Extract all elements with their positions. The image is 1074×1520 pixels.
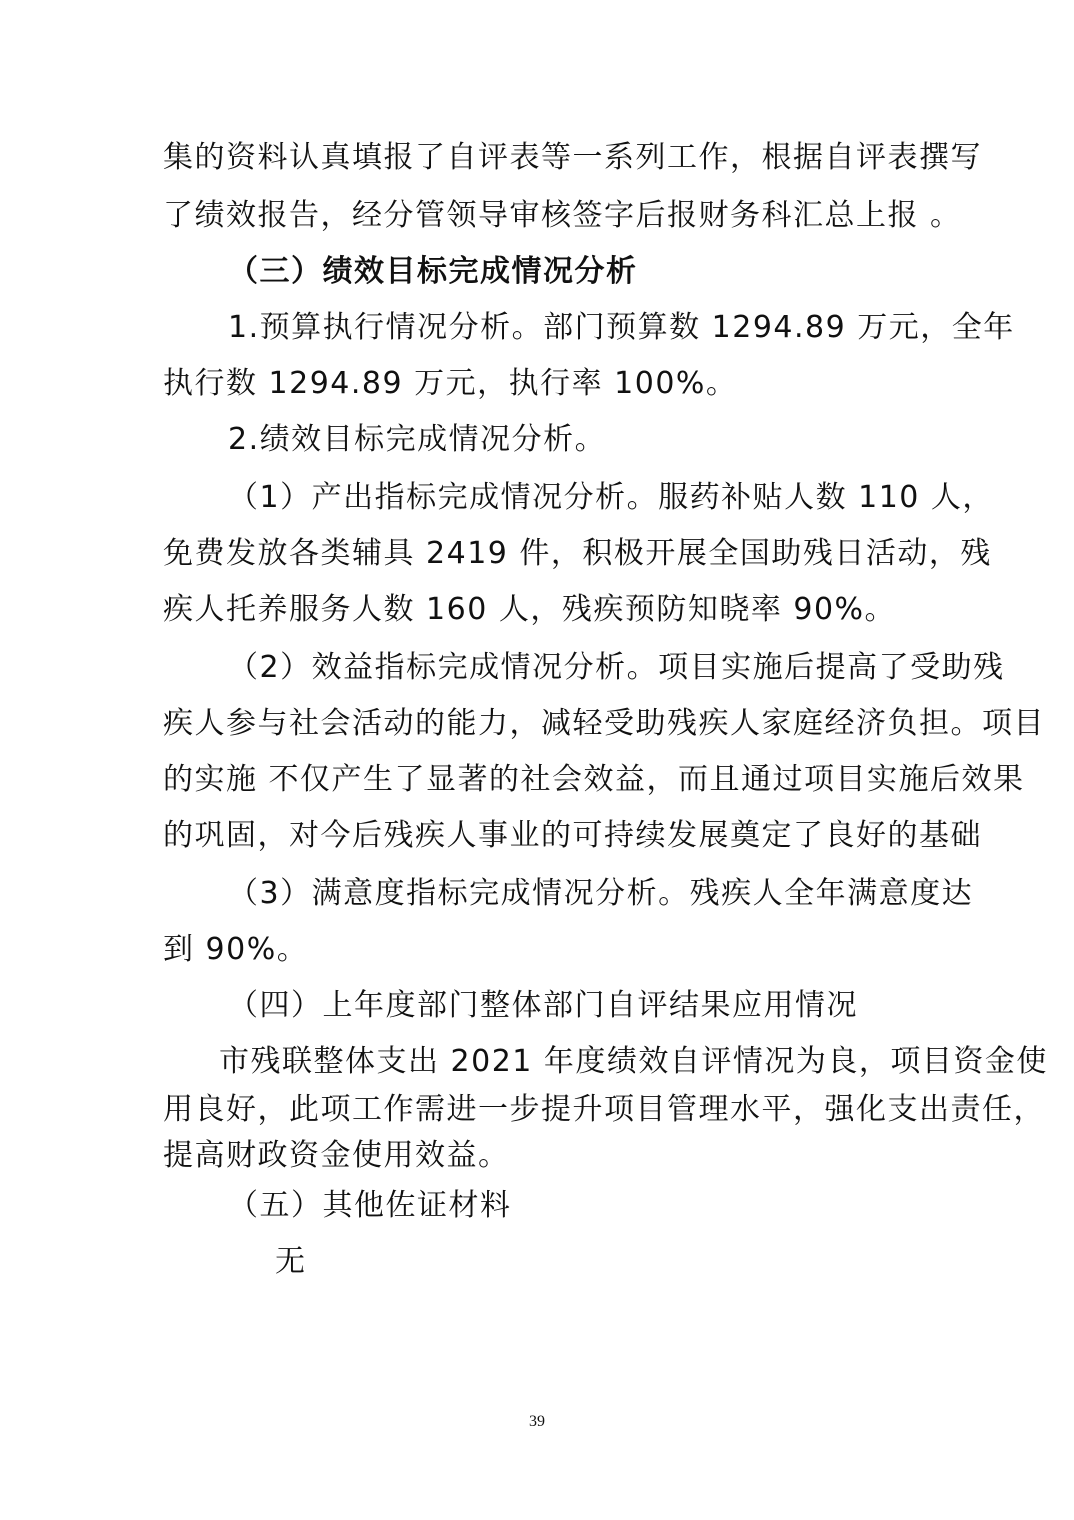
- paragraph-line: 市残联整体支出 2021 年度绩效自评情况为良，项目资金使: [219, 1044, 1048, 1079]
- section-heading: （四）上年度部门整体部门自评结果应用情况: [228, 988, 858, 1023]
- section-heading: （三）绩效目标完成情况分析: [228, 254, 638, 289]
- paragraph-line: 提高财政资金使用效益。: [163, 1138, 510, 1173]
- paragraph-line: （1）产出指标完成情况分析。服药补贴人数 110 人，: [228, 480, 994, 515]
- paragraph-line: （2）效益指标完成情况分析。项目实施后提高了受助残: [228, 650, 1005, 685]
- paragraph-line: 2.绩效目标完成情况分析。: [228, 422, 607, 457]
- paragraph-line: 的巩固，对今后残疾人事业的可持续发展奠定了良好的基础: [163, 818, 982, 853]
- page-number: 39: [529, 1413, 545, 1430]
- paragraph-line: 疾人参与社会活动的能力，减轻受助残疾人家庭经济负担。项目: [163, 706, 1045, 741]
- paragraph-line: 到 90%。: [163, 932, 309, 967]
- paragraph-line: 执行数 1294.89 万元，执行率 100%。: [163, 366, 738, 401]
- paragraph-line: 用良好，此项工作需进一步提升项目管理水平，强化支出责任，: [163, 1092, 1045, 1127]
- paragraph-line: 无: [275, 1244, 307, 1279]
- paragraph-line: 1.预算执行情况分析。部门预算数 1294.89 万元，全年: [228, 310, 1015, 345]
- paragraph-line: 集的资料认真填报了自评表等一系列工作，根据自评表撰写: [163, 140, 982, 175]
- paragraph-line: 疾人托养服务人数 160 人，残疾预防知晓率 90%。: [163, 592, 897, 627]
- paragraph-line: 免费发放各类辅具 2419 件，积极开展全国助残日活动，残: [163, 536, 992, 571]
- paragraph-line: （3）满意度指标完成情况分析。残疾人全年满意度达: [228, 876, 974, 911]
- section-heading: （五）其他佐证材料: [228, 1188, 512, 1223]
- paragraph-line: 了绩效报告，经分管领导审核签字后报财务科汇总上报 。: [163, 198, 962, 233]
- paragraph-line: 的实施 不仅产生了显著的社会效益，而且通过项目实施后效果: [163, 762, 1025, 797]
